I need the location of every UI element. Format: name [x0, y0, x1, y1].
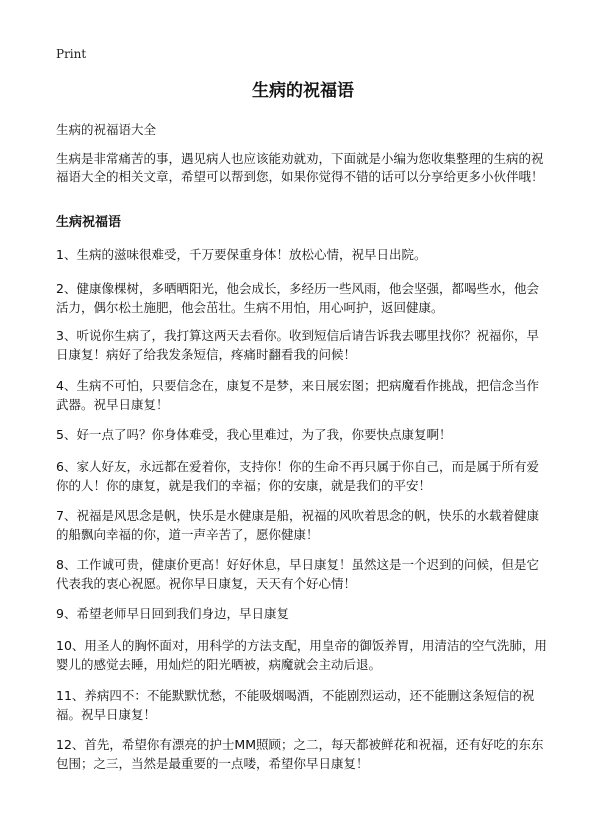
- list-item: 2、健康像棵树，多晒晒阳光，他会成长，多经历一些风雨，他会坚强，都喝些水，他会活力，偶尔松土施肥，他会茁壮。生病不用怕，用心呵护，返回健康。: [56, 281, 539, 315]
- list-item: 4、生病不可怕，只要信念在，康复不是梦，来日展宏图；把病魔看作挑战，把信念当作武器。祝早日康复！: [56, 378, 539, 412]
- list-item: 10、用圣人的胸怀面对，用科学的方法支配，用皇帝的御饭养胃，用清洁的空气洗肺，用婴儿的感觉去睡，用灿烂的阳光晒被，病魔就会主动后退。: [56, 638, 547, 672]
- list-item: 9、希望老师早日回到我们身边，早日康复: [56, 606, 289, 621]
- list-item: 1、生病的滋味很难受，千万要保重身体！放松心情，祝早日出院。: [56, 247, 427, 262]
- section-heading: 生病祝福语: [56, 215, 122, 230]
- print-link[interactable]: Print: [56, 47, 87, 61]
- list-item: 11、养病四不：不能默默忧愁，不能吸烟喝酒，不能剧烈运动，还不能删这条短信的祝福。祝早日康复！: [56, 688, 535, 722]
- list-item: 8、工作诚可贵，健康价更高！好好休息，早日康复！虽然这是一个迟到的问候，但是它代表我的衷心祝愿。祝你早日康复，天天有个好心情！: [56, 557, 539, 591]
- list-item: 3、听说你生病了，我打算这两天去看你。收到短信后请告诉我去哪里找你？祝福你，早日康复！病好了给我发条短信，疼痛时翻看我的问候！: [56, 328, 539, 362]
- document-page: [56, 0, 550, 828]
- list-item: 12、首先，希望你有漂亮的护士MM照顾；之二，每天都被鲜花和祝福，还有好吃的东东包围；之三，当然是最重要的一点喽，希望你早日康复！: [56, 737, 544, 771]
- list-item: 6、家人好友，永远都在爱着你，支持你！你的生命不再只属于你自己，而是属于所有爱你的人！你的康复，就是我们的幸福；你的安康，就是我们的平安！: [56, 459, 539, 493]
- page-title: 生病的祝福语: [252, 81, 354, 101]
- list-item: 7、祝福是风思念是帆，快乐是水健康是船，祝福的风吹着思念的帆，快乐的水载着健康的船飘向幸福的你，道一声辛苦了，愿你健康！: [56, 508, 539, 542]
- document-subtitle: 生病的祝福语大全: [56, 122, 157, 137]
- intro-paragraph: 生病是非常痛苦的事，遇见病人也应该能劝就劝，下面就是小编为您收集整理的生病的祝福语大全的相关文章，希望可以帮到您，如果你觉得不错的话可以分享给更多小伙伴哦！: [56, 151, 544, 184]
- list-item: 5、好一点了吗？你身体难受，我心里难过，为了我，你要快点康复啊！: [56, 427, 452, 442]
